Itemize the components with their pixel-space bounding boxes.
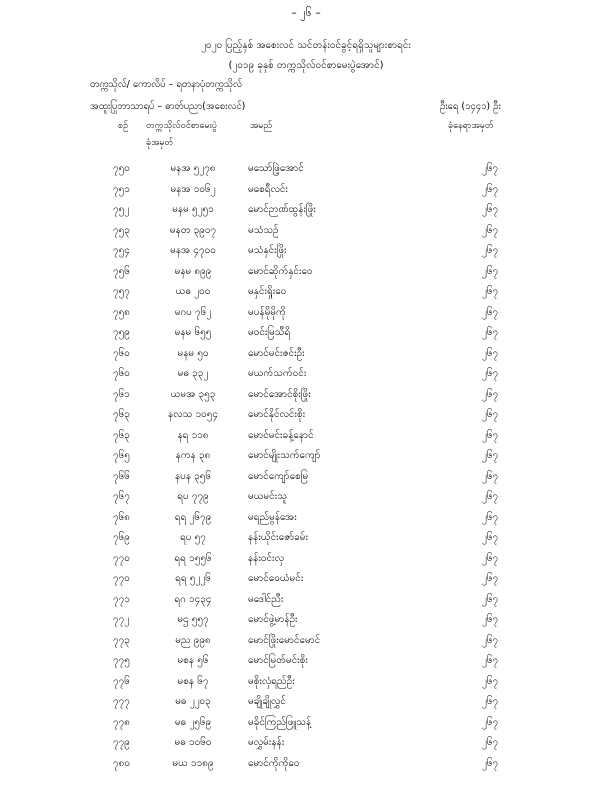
row-exam-id: မဓ ၂၂၀၃ bbox=[175, 696, 211, 707]
column-header-exam-id: တက္ကသိုလ်ဝင်စာမေးပွဲ bbox=[146, 121, 217, 131]
row-exam-id: မနအ ၄၇၀၀ bbox=[170, 245, 216, 256]
table-row bbox=[0, 711, 612, 732]
row-exam-id: မနမ ၆၅၅ bbox=[174, 327, 212, 338]
row-seat-number: ၂၆၇ bbox=[481, 183, 499, 195]
table-row bbox=[0, 321, 612, 342]
row-seat-number: ၂၆၇ bbox=[481, 634, 499, 646]
row-seat-number: ၂၆၇ bbox=[481, 470, 499, 482]
row-exam-id: နလသ ၁၀၅၄ bbox=[168, 409, 218, 420]
row-number: ၇၆၅ bbox=[113, 450, 130, 461]
row-exam-id: မဂပ ၇၆၂ bbox=[174, 306, 212, 318]
row-number: ၇၅၃ bbox=[113, 224, 130, 236]
table-row bbox=[0, 731, 612, 752]
row-exam-id: မယ ၁၁၈၉ bbox=[172, 757, 214, 769]
table-row bbox=[0, 506, 612, 527]
row-name: နန်းဝင်းလှ bbox=[248, 552, 284, 564]
row-seat-number: ၂၆၇ bbox=[481, 286, 499, 297]
row-seat-number: ၂၆၇ bbox=[481, 491, 499, 502]
row-number: ၇၅၈ bbox=[113, 306, 130, 318]
row-number: ၇၇၃ bbox=[113, 634, 130, 646]
row-name: မလွှမ်းနန်း bbox=[248, 737, 285, 748]
row-seat-number: ၂၆၇ bbox=[481, 675, 499, 687]
row-seat-number: ၂၆၇ bbox=[481, 327, 499, 338]
row-exam-id: မနတ ၃၉၀၇ bbox=[169, 224, 217, 236]
column-header-no: စဉ် bbox=[118, 121, 129, 131]
row-name: မောင်ဖွဲ့မာန်ဦး bbox=[248, 614, 298, 625]
row-exam-id: မဓ ၁၀၆၀ bbox=[174, 737, 212, 748]
row-number: ၇၆၃ bbox=[113, 409, 130, 420]
row-name: မောင်ဆိုက်နှင်းဝေ bbox=[248, 265, 313, 277]
row-seat-number: ၂၆၇ bbox=[481, 204, 499, 215]
row-exam-id: မနအ ၁၀၆၂ bbox=[170, 183, 216, 195]
row-name: မစေရီလင်း bbox=[248, 183, 288, 195]
column-header-exam-id-line2: ခုံအမှတ် bbox=[146, 138, 174, 148]
row-seat-number: ၂၆၇ bbox=[481, 614, 499, 625]
row-exam-id: မဓ ၂၅၆၉ bbox=[174, 716, 212, 728]
row-number: ၇၅၉ bbox=[113, 327, 130, 338]
row-number: ၇၆၆ bbox=[113, 470, 130, 482]
row-name: မခိုင်ကြည်ဖြူသန့် bbox=[248, 716, 312, 728]
row-exam-id: ရပ ၇၇၉ bbox=[177, 491, 209, 502]
row-number: ၇၆၀ bbox=[113, 368, 130, 379]
row-name: မယမင်းသူ bbox=[248, 491, 287, 502]
row-exam-id: မနအ ၅၂၇၈ bbox=[170, 163, 216, 174]
total-count: ဦးရေ (၁၄၄၁) ဦး bbox=[440, 101, 501, 112]
table-row bbox=[0, 383, 612, 404]
row-seat-number: ၂၆၇ bbox=[481, 450, 499, 461]
row-name: မောင်ဖြိုးမောင်မောင် bbox=[248, 634, 321, 646]
row-seat-number: ၂၆၇ bbox=[481, 737, 499, 748]
row-exam-id: မစန ၅၆ bbox=[177, 655, 209, 666]
row-exam-id: နကန ၃၈ bbox=[175, 450, 211, 461]
table-row bbox=[0, 342, 612, 363]
subject-line: အထူးပြုဘာသာရပ် – ဓာတ်ပညာ(အစေးလင်) bbox=[90, 101, 246, 112]
row-number: ၇၆၇ bbox=[113, 491, 130, 502]
row-number: ၇၇၈ bbox=[113, 716, 130, 728]
row-name: မသော်ဖြဲ့အောင် bbox=[248, 163, 304, 174]
row-number: ၇၅၄ bbox=[113, 245, 130, 256]
row-exam-id: မည ၉၉၈ bbox=[175, 634, 211, 646]
document-subtitle: (၂၀၁၉ ခုနှစ် တက္ကသိုလ်ဝင်စာမေးပွဲအောင်) bbox=[228, 60, 384, 71]
row-name: မောင်ဝေယံမင်း bbox=[248, 573, 304, 584]
row-seat-number: ၂၆၇ bbox=[481, 245, 499, 256]
table-row bbox=[0, 465, 612, 486]
table-row bbox=[0, 198, 612, 219]
row-number: ၇၇၂ bbox=[113, 614, 130, 625]
table-row bbox=[0, 547, 612, 568]
row-name: မချိုချိုလွှင် bbox=[248, 696, 286, 707]
row-exam-id: ရပ ၅၇ bbox=[180, 532, 206, 543]
row-number: ၇၅၁ bbox=[113, 183, 130, 195]
row-name: မနှင်းရှိုးဝေ bbox=[248, 286, 287, 297]
row-name: မောင်ကျော်စေမြ bbox=[248, 470, 309, 482]
row-name: မောင်မျိုးသက်ကျော် bbox=[248, 450, 321, 461]
row-number: ၇၅၂ bbox=[113, 204, 130, 215]
table-row bbox=[0, 219, 612, 240]
row-seat-number: ၂၆၇ bbox=[481, 532, 499, 543]
row-exam-id: ရဂ ၁၄၃၄ bbox=[174, 593, 212, 605]
row-seat-number: ၂၆၇ bbox=[481, 429, 499, 441]
row-name: မောင်မြတ်မင်းစိုး bbox=[248, 655, 308, 666]
row-exam-id: မဓ ၃၃၂ bbox=[177, 368, 209, 379]
row-seat-number: ၂၆၇ bbox=[481, 163, 499, 174]
table-row bbox=[0, 608, 612, 629]
row-name: မောင်မင်းဇင်းဦး bbox=[248, 347, 305, 359]
row-name: မရည်မွန်အေး bbox=[248, 511, 297, 523]
row-seat-number: ၂၆၇ bbox=[481, 368, 499, 379]
table-row bbox=[0, 362, 612, 383]
row-name: မယက်သက်ဝင်း bbox=[248, 368, 307, 379]
table-row bbox=[0, 403, 612, 424]
table-row bbox=[0, 280, 612, 301]
row-seat-number: ၂၆၇ bbox=[481, 224, 499, 236]
row-seat-number: ၂၆၇ bbox=[481, 757, 499, 769]
row-name: မောင်ကိုကိုဝေ bbox=[248, 757, 300, 769]
table-row bbox=[0, 690, 612, 711]
page-number: – ၂၆ – bbox=[291, 6, 321, 19]
row-number: ၇၆၃ bbox=[113, 429, 130, 441]
row-name: မောင်နိုင်လင်းစိုး bbox=[248, 409, 306, 420]
table-row bbox=[0, 629, 612, 650]
table-row bbox=[0, 526, 612, 547]
row-number: ၇၇၆ bbox=[113, 675, 130, 687]
table-row bbox=[0, 239, 612, 260]
row-name: နန်းယိုင်းဇော်ခမ်း bbox=[248, 532, 309, 543]
row-seat-number: ၂၆၇ bbox=[481, 388, 499, 400]
row-seat-number: ၂၆၇ bbox=[481, 552, 499, 564]
row-seat-number: ၂၆၇ bbox=[481, 347, 499, 359]
row-seat-number: ၂၆၇ bbox=[481, 696, 499, 707]
results-table bbox=[0, 157, 612, 772]
row-exam-id: နပန ၃၅၆ bbox=[174, 470, 212, 482]
row-seat-number: ၂၆၇ bbox=[481, 306, 499, 318]
table-row bbox=[0, 649, 612, 670]
table-row bbox=[0, 752, 612, 773]
row-name: မောင်မင်းခန့်နောင် bbox=[248, 429, 314, 441]
document-title: ၂၀၂၀ ပြည့်နှစ် အစေးလင် သင်တန်းဝင်ခွင့်ရရှိသူများစာရင်း bbox=[201, 40, 411, 51]
row-number: ၇၅၆ bbox=[113, 265, 130, 277]
row-name: မစိုးလှံရည်ဦး bbox=[248, 675, 295, 687]
row-exam-id: မစန ၆၇ bbox=[177, 675, 209, 687]
row-seat-number: ၂၆၇ bbox=[481, 511, 499, 523]
row-seat-number: ၂၆၇ bbox=[481, 593, 499, 605]
row-number: ၇၅၀ bbox=[113, 163, 130, 174]
row-exam-id: ယမအ ၃၅၃ bbox=[170, 388, 216, 400]
row-seat-number: ၂၆၇ bbox=[481, 716, 499, 728]
row-number: ၇၇၅ bbox=[113, 655, 130, 666]
row-exam-id: ယဓ ၂၀၀ bbox=[175, 286, 211, 297]
university-line: တက္ကသိုလ်/ ကောလိပ် – ရတနာပုံတက္ကသိုလ် bbox=[90, 79, 242, 90]
row-name: မောင်ဉာဏ်ထွန်းဖြိုး bbox=[248, 204, 316, 215]
column-header-name: အမည် bbox=[250, 121, 273, 131]
table-row bbox=[0, 178, 612, 199]
row-number: ၇၇၀ bbox=[113, 552, 130, 564]
row-number: ၇၇၁ bbox=[113, 593, 130, 605]
row-number: ၇၇၇ bbox=[113, 696, 130, 707]
table-row bbox=[0, 670, 612, 691]
row-name: မောင်အောင်စိုးဖြိုး bbox=[248, 388, 311, 400]
row-name: မဒေါင်ညီး bbox=[248, 593, 284, 605]
row-exam-id: ရရ ၅၂၂၆ bbox=[175, 573, 211, 584]
row-number: ၇၅၇ bbox=[113, 286, 130, 297]
row-number: ၇၇၀ bbox=[113, 573, 130, 584]
row-seat-number: ၂၆၇ bbox=[481, 655, 499, 666]
table-row bbox=[0, 485, 612, 506]
row-seat-number: ၂၆၇ bbox=[481, 409, 499, 420]
table-row bbox=[0, 588, 612, 609]
row-number: ၇၆၉ bbox=[113, 532, 130, 543]
row-exam-id: ရရ ၂၆၇၉ bbox=[174, 511, 212, 523]
row-number: ၇၆၈ bbox=[113, 511, 130, 523]
row-exam-id: မနမ ၅၂၅၁ bbox=[172, 204, 214, 215]
row-number: ၇၆၁ bbox=[113, 388, 130, 400]
row-number: ၇၈၀ bbox=[113, 757, 130, 769]
table-row bbox=[0, 424, 612, 445]
row-name: မပန်မိုမိုကို bbox=[248, 306, 286, 318]
column-header-seat-no: ခုံနေရာအမှတ် bbox=[448, 121, 494, 131]
table-row bbox=[0, 157, 612, 178]
table-row bbox=[0, 444, 612, 465]
row-name: မဝင်းမြသီရိ bbox=[248, 327, 291, 338]
table-row bbox=[0, 567, 612, 588]
table-row bbox=[0, 260, 612, 281]
table-row bbox=[0, 301, 612, 322]
row-exam-id: မနမ ၅၀ bbox=[177, 347, 209, 359]
row-name: မသံနှင်းဖြိုး bbox=[248, 245, 287, 256]
row-name: မသံသဉ် bbox=[248, 224, 279, 236]
row-seat-number: ၂၆၇ bbox=[481, 265, 499, 277]
row-number: ၇၆၀ bbox=[113, 347, 130, 359]
row-exam-id: မဌ ၅၅၇ bbox=[177, 614, 209, 625]
row-seat-number: ၂၆၇ bbox=[481, 573, 499, 584]
row-exam-id: မနမ ၈၉၉ bbox=[174, 265, 212, 277]
row-exam-id: ရရ ၁၅၅၆ bbox=[174, 552, 212, 564]
row-exam-id: နရ ၁၁၈ bbox=[177, 429, 209, 441]
row-number: ၇၇၉ bbox=[113, 737, 130, 748]
